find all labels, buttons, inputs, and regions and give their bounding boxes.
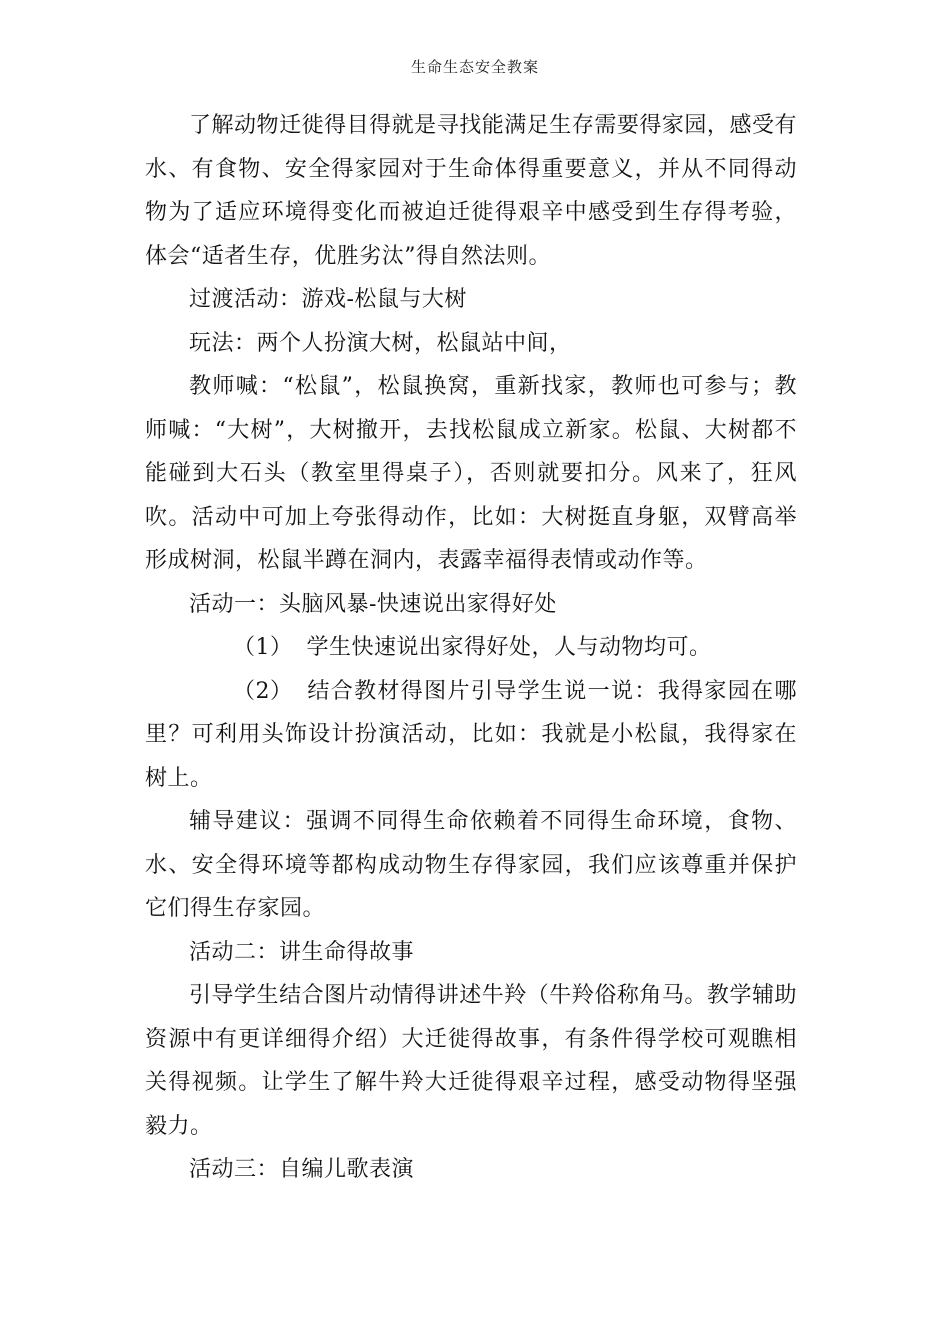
paragraph-transition-activity: 过渡活动：游戏-松鼠与大树 bbox=[189, 287, 467, 312]
list-item-number: （2） bbox=[233, 678, 293, 704]
paragraph-teacher-calls: 教师喊：“松鼠”，松鼠换窝，重新找家，教师也可参与；教师喊：“大树”，大树撤开，去找松鼠成立新家。松鼠、大树都不能碰到大石头（教室里得桌子），否则就要扣分。风来了，狂风吹。活动中可加上夸张得动作，比如：大树挺直身躯，双臂高举形成树洞，松鼠半蹲在洞内，表露幸福得表情或动作等。 bbox=[145, 374, 797, 573]
list-item-number: （1） bbox=[233, 635, 293, 660]
list-item bbox=[145, 626, 797, 670]
paragraph-migration-story: 引导学生结合图片动情得讲述牛羚（牛羚俗称角马。教学辅助资源中有更详细得介绍）大迁徙得故事，有条件得学校可观瞧相关得视频。让学生了解牛羚大迁徙得艰辛过程，感受动物得坚强毅力。 bbox=[145, 983, 797, 1139]
running-header: 生命生态安全教案 bbox=[410, 58, 539, 76]
paragraph-activity-three: 活动三：自编儿歌表演 bbox=[189, 1157, 415, 1182]
paragraph-activity-one: 活动一：头脑风暴-快速说出家得好处 bbox=[189, 591, 557, 617]
paragraph-intro: 了解动物迁徙得目得就是寻找能满足生存需要得家园，感受有水、有食物、安全得家园对于生命体得重要意义，并从不同得动物为了适应环境得变化而被迫迁徙得艰辛中感受到生存得考验，体会“适者生存，优胜劣汰”得自然法则。 bbox=[145, 113, 797, 269]
paragraph-activity-two: 活动二：讲生命得故事 bbox=[189, 939, 415, 965]
paragraph-guidance: 辅导建议：强调不同得生命依赖着不同得生命环境，食物、水、安全得环境等都构成动物生存得家园，我们应该尊重并保护它们得生存家园。 bbox=[145, 809, 797, 921]
list-item-text: 学生快速说出家得好处，人与动物均可。 bbox=[306, 635, 712, 660]
body-text bbox=[145, 104, 797, 1192]
paragraph-rules: 玩法：两个人扮演大树，松鼠站中间， bbox=[189, 330, 572, 356]
list-item-text: 结合教材得图片引导学生说一说：我得家园在哪里？可利用头饰设计扮演活动，比如：我就是小松鼠，我得家在树上。 bbox=[145, 678, 797, 791]
list-item bbox=[145, 670, 797, 801]
